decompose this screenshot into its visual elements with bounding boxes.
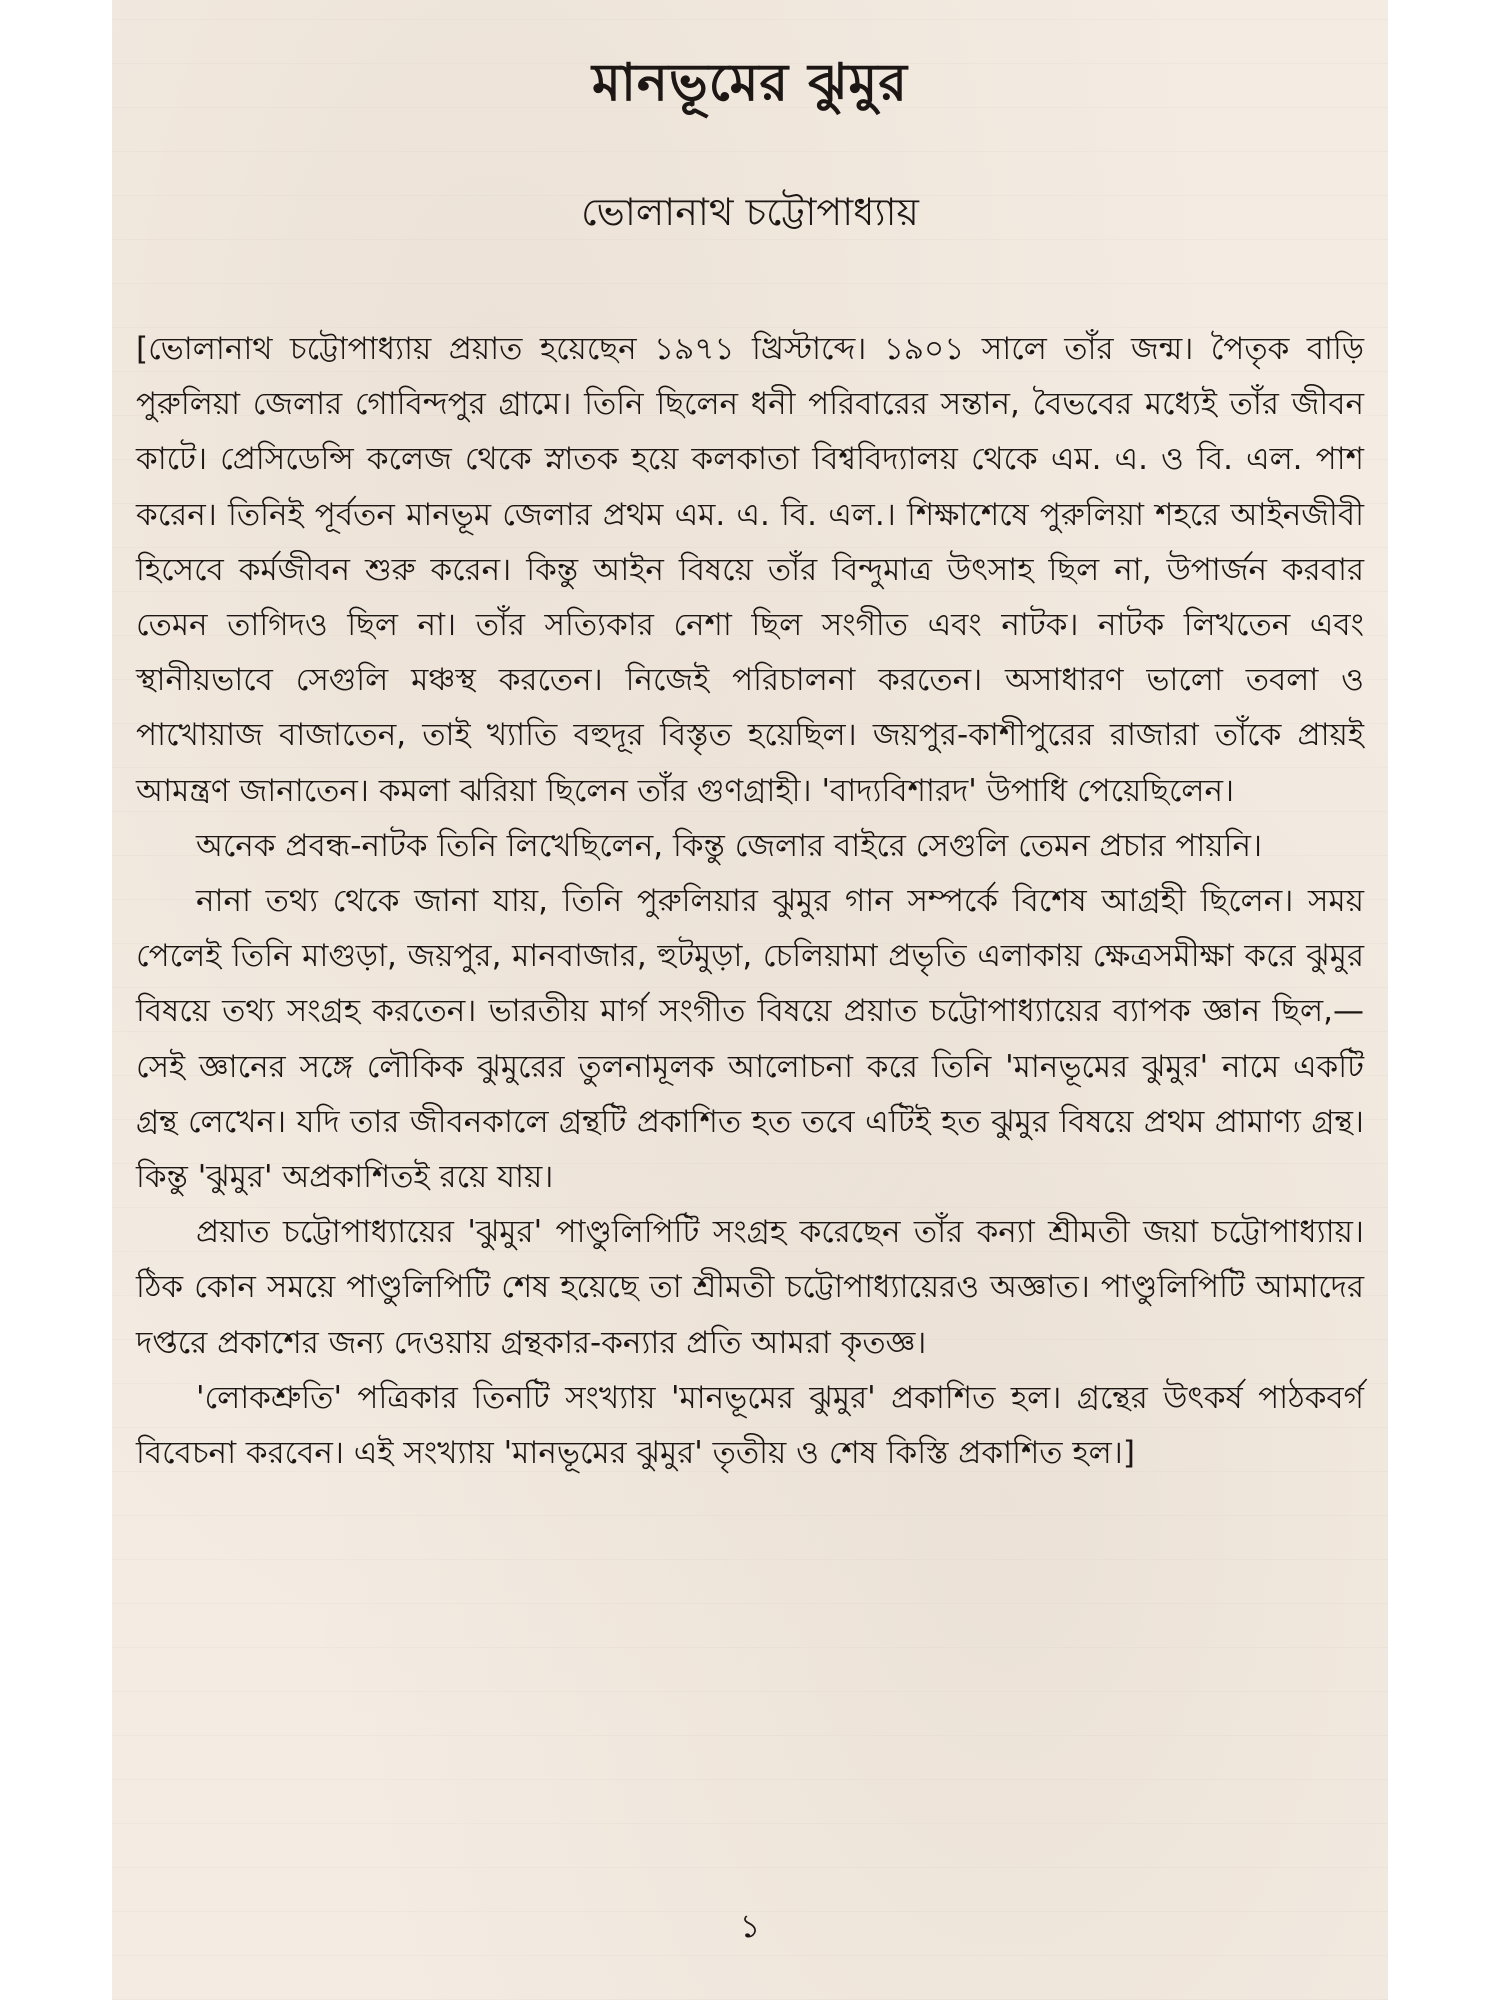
author-name: ভোলানাথ চট্টোপাধ্যায় bbox=[581, 190, 919, 234]
paragraph-manuscript: প্রয়াত চট্টোপাধ্যায়ের 'ঝুমুর' পাণ্ডুলিপিটি সংগ্রহ করেছেন তাঁর কন্যা শ্রীমতী জয়া চট্টোপাধ্যায়। ঠিক কোন সময়ে পাণ্ডুলিপিটি শেষ হয়েছে তা শ্রীমতী চট্টোপাধ্যায়েরও অজ্ঞাত। পাণ্ডুলিপিটি আমাদের দপ্তরে প্রকাশের জন্য দেওয়ায় গ্রন্থকার-কন্যার প্রতি আমরা কৃতজ্ঞ। bbox=[136, 1214, 1364, 1361]
paragraph-jhumur-research: নানা তথ্য থেকে জানা যায়, তিনি পুরুলিয়ার ঝুমুর গান সম্পর্কে বিশেষ আগ্রহী ছিলেন। সময় পেলেই তিনি মাগুড়া, জয়পুর, মানবাজার, হুটমুড়া, চেলিয়ামা প্রভৃতি এলাকায় ক্ষেত্রসমীক্ষা করে ঝুমুর বিষয়ে তথ্য সংগ্রহ করতেন। ভারতীয় মার্গ সংগীত বিষয়ে প্রয়াত চট্টোপাধ্যায়ের ব্যাপক জ্ঞান ছিল,—সেই জ্ঞানের সঙ্গে লৌকিক ঝুমুরের তুলনামূলক আলোচনা করে তিনি 'মানভূমের ঝুমুর' নামে একটি গ্রন্থ লেখেন। যদি তার জীবনকালে গ্রন্থটি প্রকাশিত হত তবে এটিই হত ঝুমুর বিষয়ে প্রথম প্রামাণ্য গ্রন্থ। কিন্তু 'ঝুমুর' অপ্রকাশিতই রয়ে যায়। bbox=[136, 883, 1364, 1196]
paragraph-publication: 'লোকশ্রুতি' পত্রিকার তিনটি সংখ্যায় 'মানভূমের ঝুমুর' প্রকাশিত হল। গ্রন্থের উৎকর্ষ পাঠকবর্গ বিবেচনা করবেন। এই সংখ্যায় 'মানভূমের ঝুমুর' তৃতীয় ও শেষ কিস্তি প্রকাশিত হল।] bbox=[136, 1379, 1364, 1472]
paragraph-biography: [ভোলানাথ চট্টোপাধ্যায় প্রয়াত হয়েছেন ১৯৭১ খ্রিস্টাব্দে। ১৯০১ সালে তাঁর জন্ম। পৈতৃক বাড়ি পুরুলিয়া জেলার গোবিন্দপুর গ্রামে। তিনি ছিলেন ধনী পরিবারের সন্তান, বৈভবের মধ্যেই তাঁর জীবন কাটে। প্রেসিডেন্সি কলেজ থেকে স্নাতক হয়ে কলকাতা বিশ্ববিদ্যালয় থেকে এম. এ. ও বি. এল. পাশ করেন। তিনিই পূর্বতন মানভূম জেলার প্রথম এম. এ. বি. এল.। শিক্ষাশেষে পুরুলিয়া শহরে আইনজীবী হিসেবে কর্মজীবন শুরু করেন। কিন্তু আইন বিষয়ে তাঁর বিন্দুমাত্র উৎসাহ ছিল না, উপার্জন করবার তেমন তাগিদও ছিল না। তাঁর সত্যিকার নেশা ছিল সংগীত এবং নাটক। নাটক লিখতেন এবং স্থানীয়ভাবে সেগুলি মঞ্চস্থ করতেন। নিজেই পরিচালনা করতেন। অসাধারণ ভালো তবলা ও পাখোয়াজ বাজাতেন, তাই খ্যাতি বহুদূর বিস্তৃত হয়েছিল। জয়পুর-কাশীপুরের রাজারা তাঁকে প্রায়ই আমন্ত্রণ জানাতেন। কমলা ঝরিয়া ছিলেন তাঁর গুণগ্রাহী। 'বাদ্যবিশারদ' উপাধি পেয়েছিলেন। bbox=[136, 331, 1364, 809]
paragraph-writings: অনেক প্রবন্ধ-নাটক তিনি লিখেছিলেন, কিন্তু জেলার বাইরে সেগুলি তেমন প্রচার পায়নি। bbox=[196, 827, 1263, 864]
editorial-note bbox=[136, 322, 1364, 1481]
page-title: মানভূমের ঝুমুর bbox=[591, 53, 909, 113]
page-number: ১ bbox=[739, 1907, 761, 1945]
book-page bbox=[112, 0, 1388, 2000]
